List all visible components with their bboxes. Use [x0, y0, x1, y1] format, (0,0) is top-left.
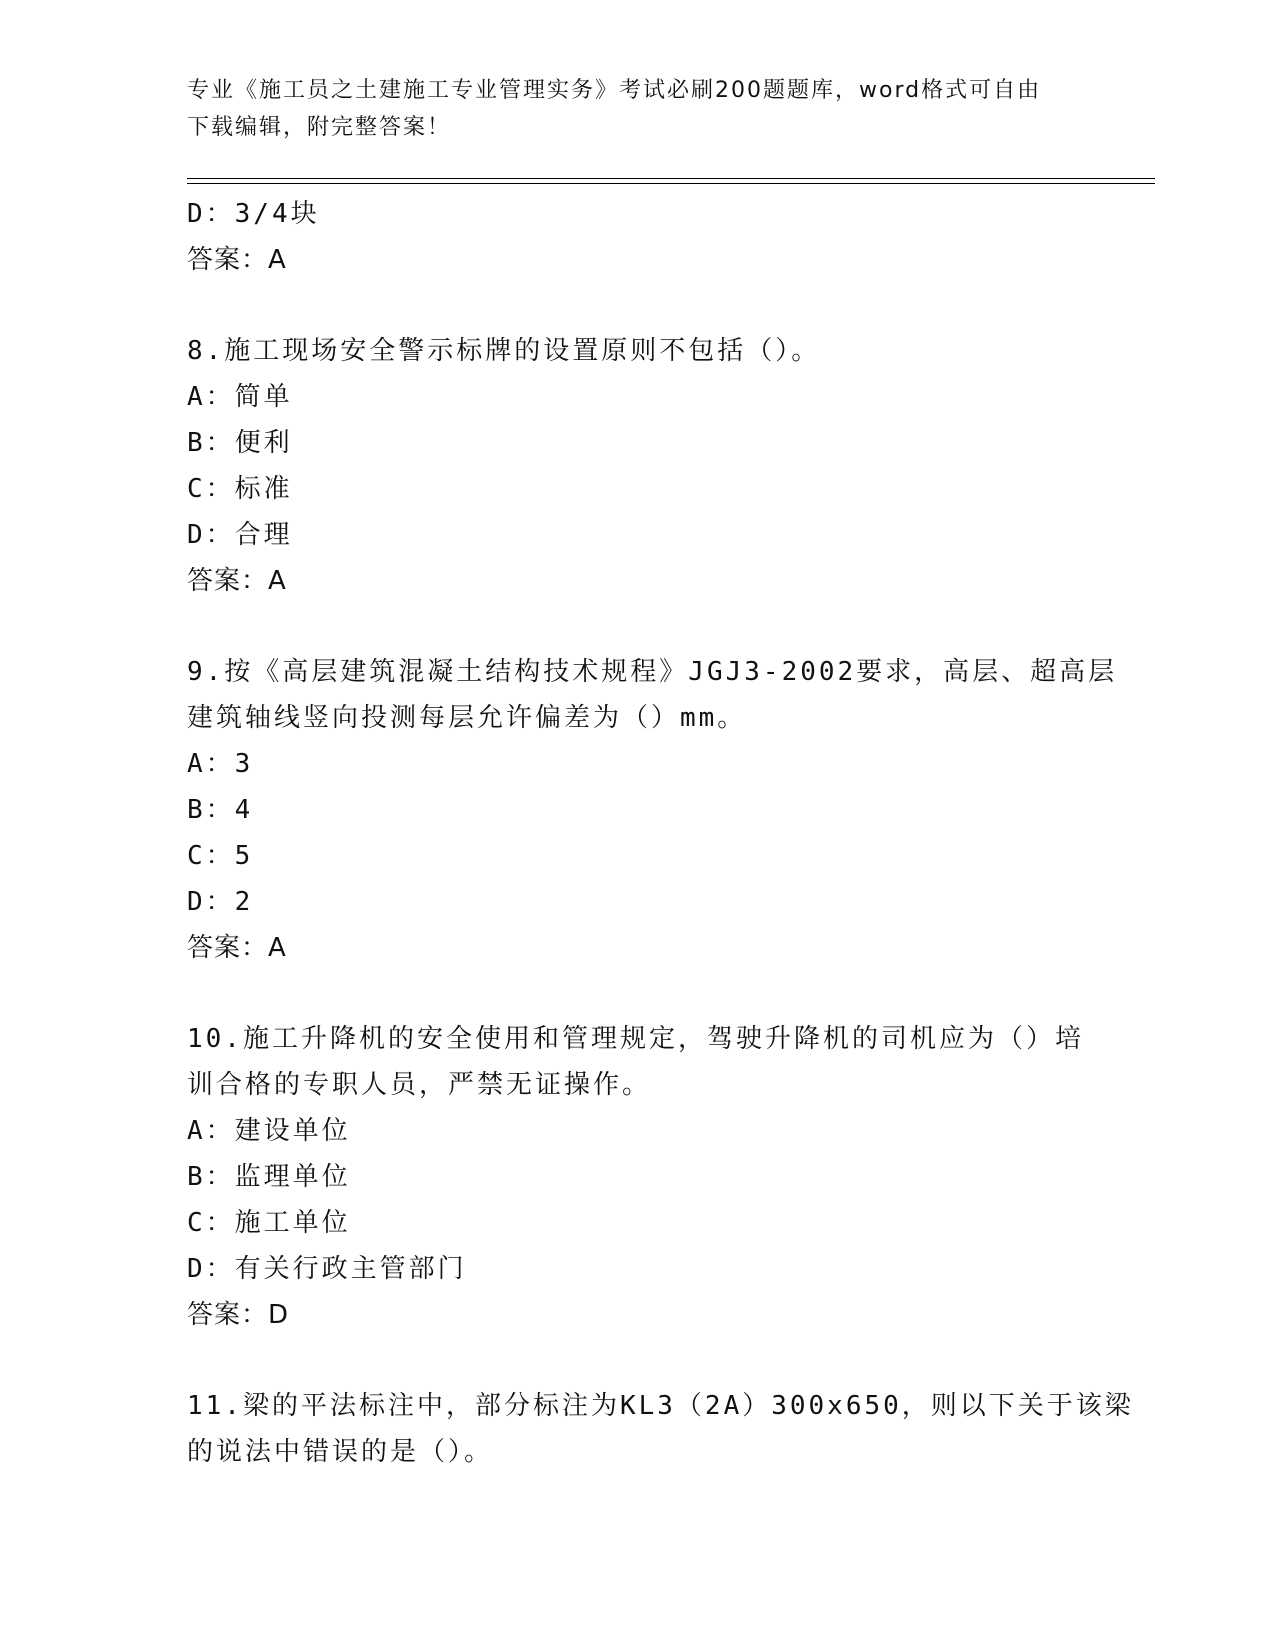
- question-stem-continued: 建筑轴线竖向投测每层允许偏差为（）mm。: [187, 703, 747, 733]
- spacer: [187, 1338, 1087, 1383]
- option-b: B：4: [187, 795, 254, 825]
- option-c: C：施工单位: [187, 1208, 351, 1238]
- question-stem: 11.梁的平法标注中，部分标注为KL3（2A）300x650，则以下关于该梁: [187, 1391, 1134, 1421]
- question-stem-continued: 的说法中错误的是（）。: [187, 1437, 494, 1467]
- question-8: [187, 328, 1087, 604]
- option-a: A：建设单位: [187, 1116, 351, 1146]
- question-stem: 8.施工现场安全警示标牌的设置原则不包括（）。: [187, 336, 821, 366]
- option-d: D：2: [187, 887, 254, 917]
- spacer: [187, 604, 1087, 649]
- question-stem-continued: 训合格的专职人员，严禁无证操作。: [187, 1070, 652, 1100]
- option-c: C：5: [187, 841, 254, 871]
- spacer: [187, 971, 1087, 1016]
- option-a: A：简单: [187, 382, 293, 412]
- option-b: B：便利: [187, 428, 293, 458]
- spacer: [187, 283, 1087, 328]
- option-d: D：3/4块: [187, 199, 320, 229]
- option-c: C：标准: [187, 474, 293, 504]
- answer-line: 答案：A: [187, 245, 287, 275]
- question-list: [187, 191, 1134, 1475]
- header-divider-bottom: [187, 183, 1155, 184]
- question-11: [187, 1383, 1134, 1475]
- header-title-line-2: 下载编辑，附完整答案！: [187, 115, 452, 140]
- question-stem: 9.按《高层建筑混凝土结构技术规程》JGJ3-2002要求，高层、超高层: [187, 657, 1118, 687]
- answer-line: 答案：D: [187, 1300, 290, 1330]
- option-b: B：监理单位: [187, 1162, 351, 1192]
- header-divider-top: [187, 178, 1155, 179]
- option-d: D：合理: [187, 520, 293, 550]
- page-header: [187, 72, 1087, 146]
- question-10: [187, 1016, 1087, 1338]
- answer-line: 答案：A: [187, 933, 287, 963]
- question-9: [187, 649, 1118, 971]
- option-d: D：有关行政主管部门: [187, 1254, 467, 1284]
- option-a: A：3: [187, 749, 254, 779]
- header-title-line-1: 专业《施工员之土建施工专业管理实务》考试必刷200题题库，word格式可自由: [187, 78, 1042, 103]
- answer-line: 答案：A: [187, 566, 287, 596]
- question-stem: 10.施工升降机的安全使用和管理规定，驾驶升降机的司机应为（）培: [187, 1024, 1084, 1054]
